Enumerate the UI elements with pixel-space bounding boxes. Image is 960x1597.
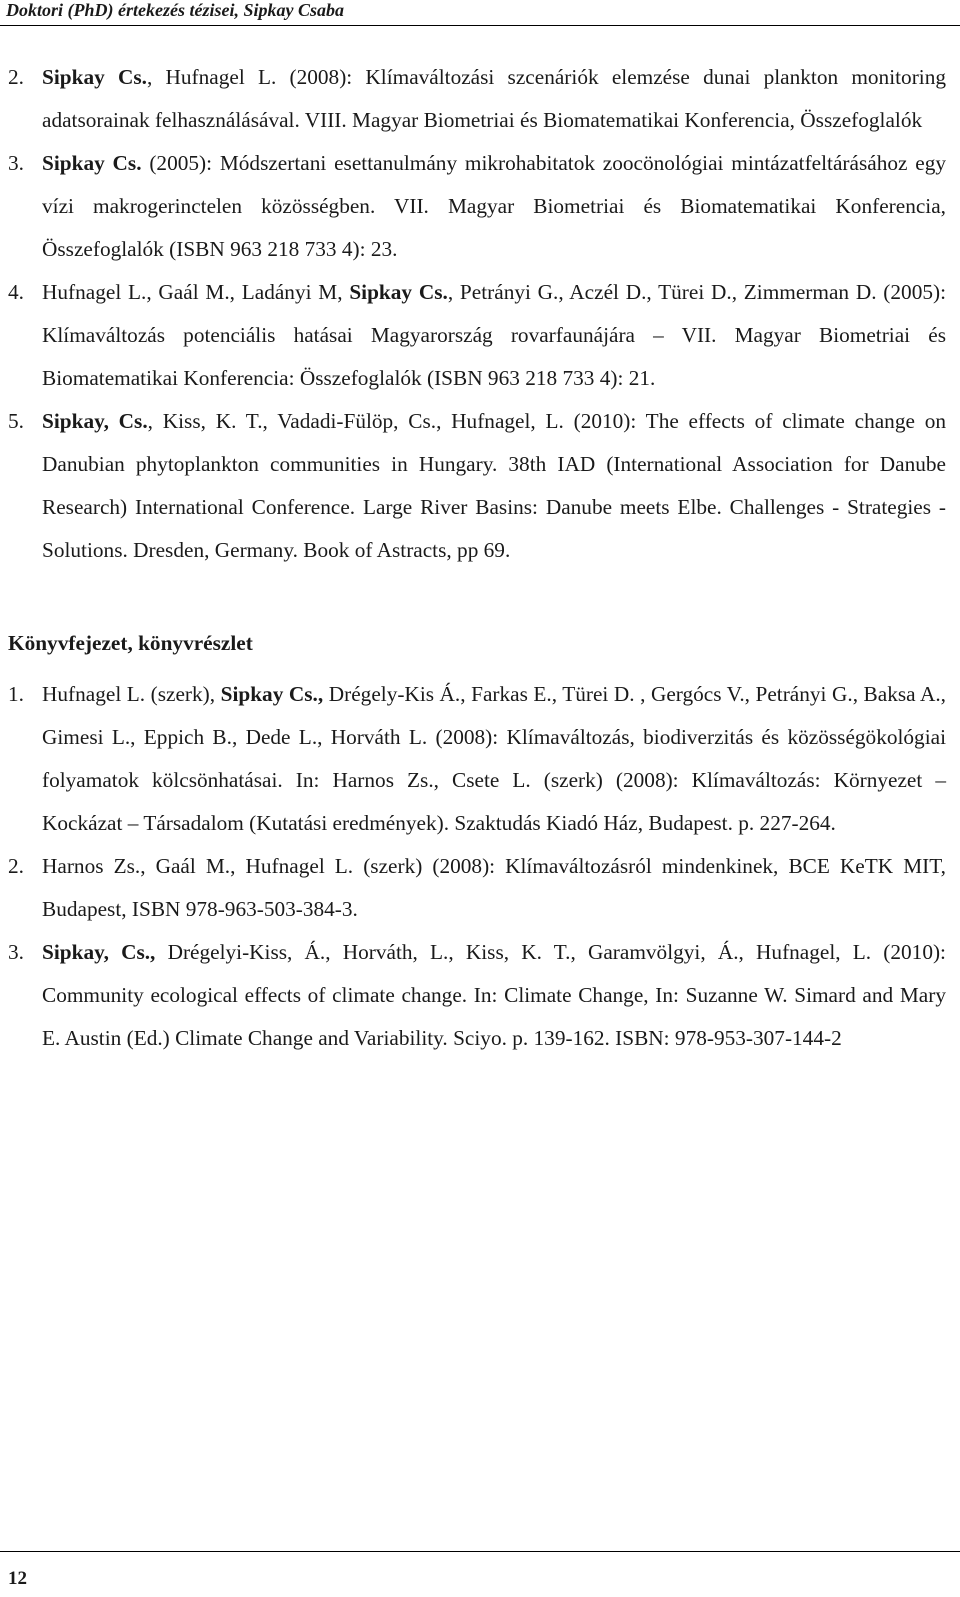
running-title: Doktori (PhD) értekezés tézisei, Sipkay Csaba (6, 0, 344, 20)
entry-number: 4. (8, 280, 24, 304)
entry-text: , Petrányi G., Aczél D., Türei D., Zimmerman D. (2005): Klímaváltozás potenciális hatásai Magyarország rovarfaunájára – VII. Magyar Biometriai és Biomatematikai Konferencia: Összefoglalók (ISBN 963 218 733 4): 21. (42, 280, 946, 390)
entry-text: (2005): Módszertani esettanulmány mikrohabitatok zoocönológiai mintázatfeltárásához egy vízi makrogerinctelen közösségben. VII. Magyar Biometriai és Biomatematikai Konferencia, Összefoglalók (ISBN 963 218 733 4): 23. (42, 151, 946, 261)
page-content (0, 56, 960, 1060)
entry-number: 1. (8, 682, 24, 706)
entry-number: 2. (8, 65, 24, 89)
entry-text: , Kiss, K. T., Vadadi-Fülöp, Cs., Hufnagel, L. (2010): The effects of climate change on Danubian phytoplankton communities in Hungary. 38th IAD (International Association for Danube Research) International Conference. Large River Basins: Danube meets Elbe. Challenges - Strategies - Solutions. Dresden, Germany. Book of Astracts, pp 69. (42, 409, 946, 562)
publication-entry (8, 845, 946, 931)
entry-number: 5. (8, 409, 24, 433)
entry-number: 2. (8, 854, 24, 878)
entry-number: 3. (8, 940, 24, 964)
publication-entry (8, 673, 946, 845)
page-number: 12 (8, 1568, 27, 1589)
section-heading: Könyvfejezet, könyvrészlet (8, 631, 253, 655)
publication-entry (8, 931, 946, 1060)
entry-text: , Hufnagel L. (2008): Klímaváltozási szcenáriók elemzése dunai plankton monitoring adatsorainak felhasználásával. VIII. Magyar Biometriai és Biomatematikai Konferencia, Összefoglalók (42, 65, 946, 132)
entry-bold-author: Sipkay, Cs., (42, 940, 156, 964)
publication-entry (8, 142, 946, 271)
entry-pre-text: Hufnagel L. (szerk), (42, 682, 221, 706)
entry-bold-author: Sipkay Cs. (42, 65, 147, 89)
book-chapter-list (8, 673, 946, 1060)
entry-pre-text: Hufnagel L., Gaál M., Ladányi M, (42, 280, 350, 304)
running-header (0, 0, 960, 26)
entry-bold-author: Sipkay Cs. (42, 151, 142, 175)
entry-bold-author: Sipkay Cs., (220, 682, 324, 706)
publication-entry (8, 56, 946, 142)
page-footer (0, 1551, 960, 1590)
entry-number: 3. (8, 151, 24, 175)
entry-text: Drégelyi-Kiss, Á., Horváth, L., Kiss, K. T., Garamvölgyi, Á., Hufnagel, L. (2010): Community ecological effects of climate change. In: Climate Change, In: Suzanne W. Simard and Mary E. Austin (Ed.) Climate Change and Variability. Sciyo. p. 139-162. ISBN: 978-953-307-144-2 (42, 940, 946, 1050)
entry-bold-author: Sipkay, Cs. (42, 409, 148, 433)
publication-entry (8, 400, 946, 572)
entry-text: Drégely-Kis Á., Farkas E., Türei D. , Gergócs V., Petrányi G., Baksa A., Gimesi L., Eppich B., Dede L., Horváth L. (2008): Klímaváltozás, biodiverzitás és közösségökológiai folyamatok kölcsönhatásai. In: Harnos Zs., Csete L. (szerk) (2008): Klímaváltozás: Környezet – Kockázat – Társadalom (Kutatási eredmények). Szaktudás Kiadó Ház, Budapest. p. 227-264. (42, 682, 946, 835)
entry-pre-text: Harnos Zs., Gaál M., Hufnagel L. (szerk) (2008): Klímaváltozásról mindenkinek, BCE KeTK MIT, Budapest, ISBN 978-963-503-384-3. (42, 854, 946, 921)
entry-bold-author: Sipkay Cs. (349, 280, 448, 304)
publication-entry (8, 271, 946, 400)
conference-list (8, 56, 946, 572)
